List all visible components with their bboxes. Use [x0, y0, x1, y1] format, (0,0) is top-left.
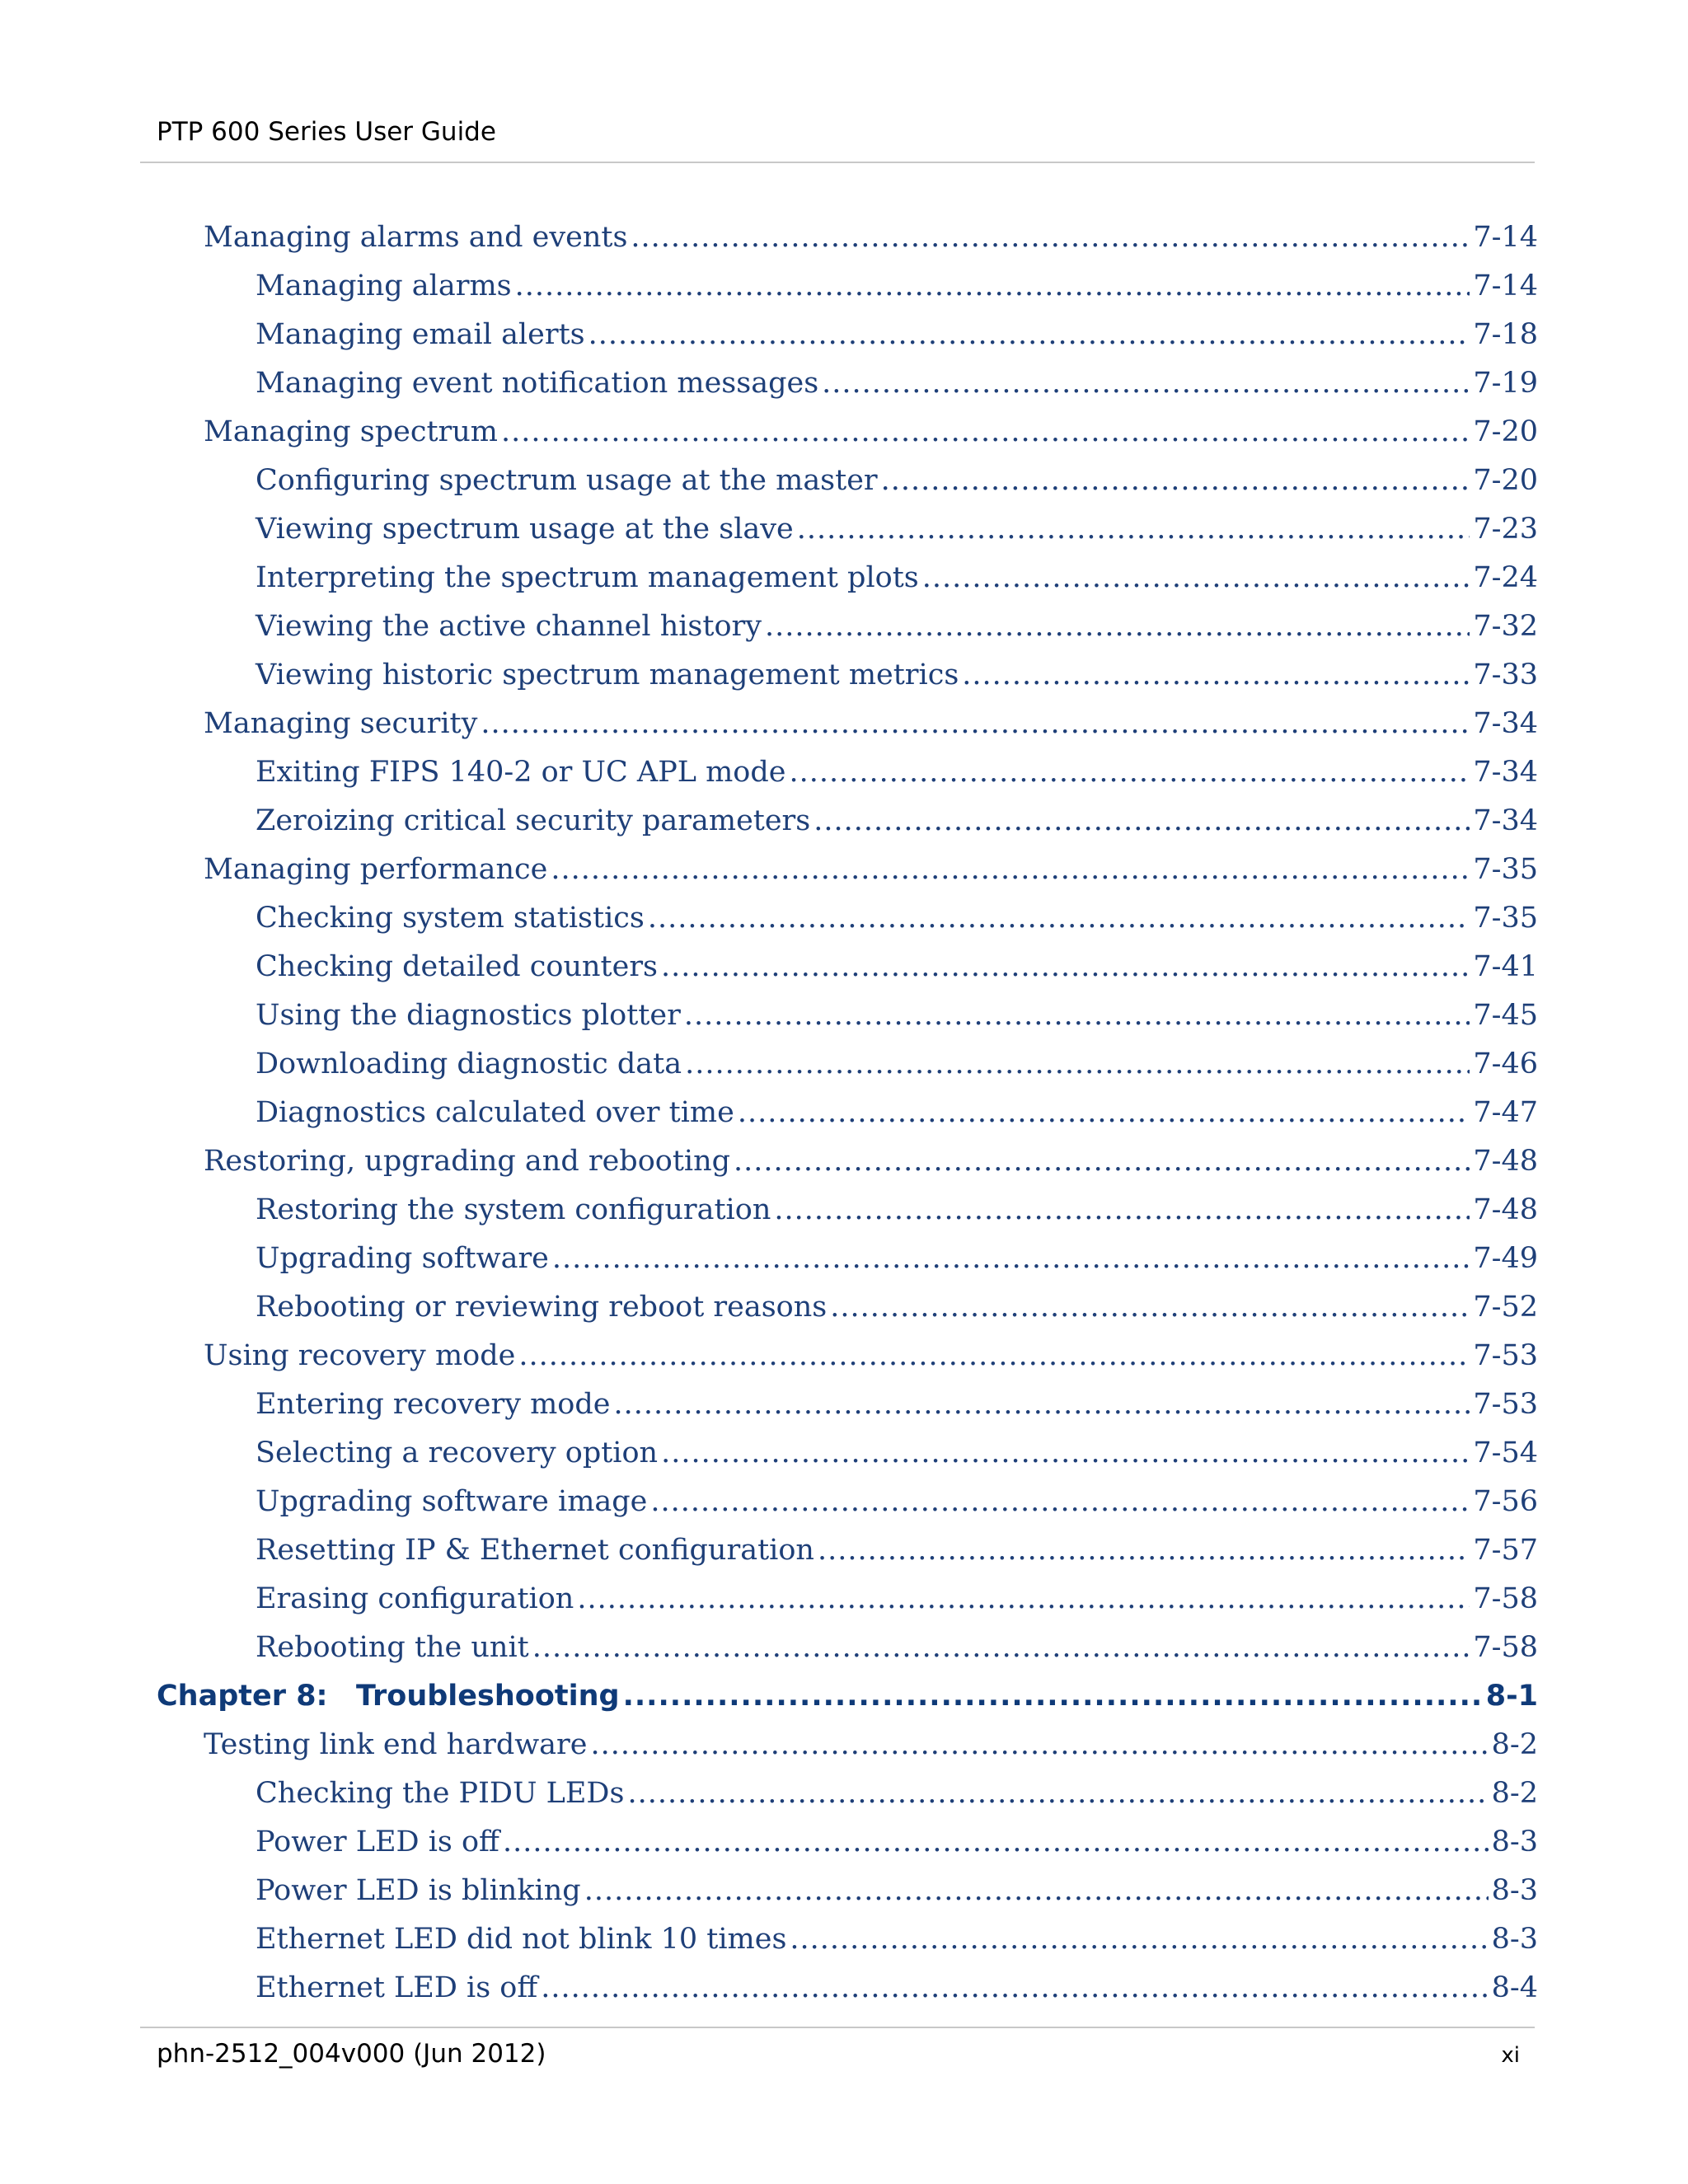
- toc-dot-leader: [551, 853, 1470, 886]
- toc-dot-leader: [532, 1631, 1470, 1664]
- toc-dot-leader: [685, 1047, 1470, 1080]
- toc-entry-title: Restoring the system configuration: [256, 1193, 771, 1226]
- toc-row: [0, 1477, 1688, 1526]
- toc-row: [0, 1380, 1688, 1428]
- toc-chapter-number: Chapter 8:: [157, 1679, 328, 1713]
- toc-dot-leader: [648, 902, 1470, 935]
- toc-entry-title: Managing security: [204, 706, 478, 740]
- toc-entry-title: Viewing the active channel history: [256, 609, 762, 643]
- toc-page-number: 7-14: [1473, 220, 1538, 254]
- toc-row: [0, 1088, 1688, 1137]
- toc-entry-title: Rebooting or reviewing reboot reasons: [256, 1290, 828, 1324]
- toc-entry-title: Diagnostics calculated over time: [256, 1095, 734, 1129]
- toc-row: [0, 1282, 1688, 1331]
- toc-page-number: 7-35: [1473, 852, 1538, 886]
- toc-dot-leader: [830, 1291, 1470, 1324]
- toc-page-number: 7-14: [1473, 269, 1538, 302]
- toc-dot-leader: [790, 756, 1470, 789]
- toc-row: [0, 893, 1688, 942]
- toc-row: [0, 1574, 1688, 1623]
- toc-entry-link[interactable]: [256, 942, 1538, 991]
- toc-dot-leader: [650, 1485, 1470, 1518]
- toc-row: [0, 1963, 1688, 2012]
- toc-row: [0, 991, 1688, 1039]
- toc-entry-title: Upgrading software: [256, 1241, 549, 1275]
- toc-dot-leader: [822, 367, 1470, 400]
- toc-page-number: 7-35: [1473, 901, 1538, 935]
- toc-entry-title: Viewing spectrum usage at the slave: [256, 512, 794, 546]
- toc-page-number: 7-23: [1473, 512, 1538, 546]
- toc-page-number: 8-4: [1491, 1971, 1538, 2004]
- toc-row: [0, 1915, 1688, 1963]
- toc-entry-link[interactable]: [256, 1915, 1538, 1963]
- toc-dot-leader: [765, 610, 1470, 643]
- toc-dot-leader: [881, 464, 1470, 497]
- toc-entry-link[interactable]: [204, 1137, 1538, 1185]
- toc-page-number: 8-2: [1491, 1727, 1538, 1761]
- toc-row: [0, 1769, 1688, 1817]
- toc-entry-title: Ethernet LED did not blink 10 times: [256, 1922, 787, 1956]
- toc-entry-link[interactable]: [256, 748, 1538, 796]
- toc-page-number: 7-48: [1473, 1193, 1538, 1226]
- toc-page-number: 7-56: [1473, 1484, 1538, 1518]
- toc-dot-leader: [503, 1825, 1489, 1858]
- toc-entry-link[interactable]: [256, 1526, 1538, 1574]
- toc-row: [0, 1428, 1688, 1477]
- toc-entry-title: Erasing configuration: [256, 1582, 574, 1615]
- toc-chapter-entry[interactable]: [157, 1671, 1538, 1720]
- toc-page-number: 7-58: [1473, 1630, 1538, 1664]
- toc-entry-title: Interpreting the spectrum management plots: [256, 560, 919, 594]
- toc-dot-leader: [613, 1388, 1470, 1421]
- toc-dot-leader: [922, 561, 1470, 594]
- toc-page-number: 7-20: [1473, 463, 1538, 497]
- toc-page-number: 7-19: [1473, 366, 1538, 400]
- toc-dot-leader: [962, 658, 1470, 691]
- toc-row: [0, 504, 1688, 553]
- toc-entry-link[interactable]: [256, 504, 1538, 553]
- toc-entry-link[interactable]: [256, 796, 1538, 845]
- toc-page-number: 7-32: [1473, 609, 1538, 643]
- toc-row: [0, 748, 1688, 796]
- toc-row: [0, 845, 1688, 893]
- toc-row: [0, 1185, 1688, 1234]
- toc-row: [0, 359, 1688, 407]
- toc-entry-title: Selecting a recovery option: [256, 1436, 659, 1469]
- toc-dot-leader: [515, 269, 1470, 302]
- toc-entry-title: Configuring spectrum usage at the master: [256, 463, 878, 497]
- toc-dot-leader: [790, 1923, 1488, 1956]
- toc-page-number: 7-53: [1473, 1387, 1538, 1421]
- toc-page-number: 7-54: [1473, 1436, 1538, 1469]
- toc-dot-leader: [774, 1193, 1470, 1226]
- toc-dot-leader: [814, 804, 1470, 837]
- toc-page-number: 7-18: [1473, 317, 1538, 351]
- toc-row: [0, 1817, 1688, 1866]
- toc-dot-leader: [588, 318, 1470, 351]
- toc-dot-leader: [541, 1971, 1488, 2004]
- toc-row: [0, 1720, 1688, 1769]
- toc-entry-link[interactable]: [256, 1817, 1538, 1866]
- toc-dot-leader: [797, 513, 1470, 546]
- toc-row: [0, 1331, 1688, 1380]
- toc-dot-leader: [577, 1582, 1470, 1615]
- toc-page-number: 7-24: [1473, 560, 1538, 594]
- toc-page-number: 8-1: [1485, 1679, 1538, 1713]
- toc-entry-title: Power LED is off: [256, 1825, 499, 1858]
- toc-entry-link[interactable]: [256, 261, 1538, 310]
- toc-entry-title: Testing link end hardware: [204, 1727, 588, 1761]
- table-of-contents: [0, 213, 1688, 2012]
- toc-dot-leader: [684, 999, 1470, 1032]
- toc-row: [0, 1526, 1688, 1574]
- toc-entry-title: Using recovery mode: [204, 1338, 516, 1372]
- toc-entry-title: Ethernet LED is off: [256, 1971, 538, 2004]
- toc-entry-title: Exiting FIPS 140-2 or UC APL mode: [256, 755, 786, 789]
- toc-entry-title: Using the diagnostics plotter: [256, 998, 681, 1032]
- toc-entry-link[interactable]: [256, 1282, 1538, 1331]
- toc-row: [0, 650, 1688, 699]
- toc-page-number: 7-47: [1473, 1095, 1538, 1129]
- toc-page-number: 7-57: [1473, 1533, 1538, 1567]
- toc-page-number: 7-34: [1473, 706, 1538, 740]
- toc-page-number: 8-3: [1491, 1873, 1538, 1907]
- toc-entry-link[interactable]: [256, 991, 1538, 1039]
- toc-entry-link[interactable]: [256, 1623, 1538, 1671]
- toc-entry-title: Checking detailed counters: [256, 949, 659, 983]
- toc-page-number: 7-33: [1473, 658, 1538, 691]
- toc-row: [0, 213, 1688, 261]
- toc-dot-leader: [584, 1874, 1489, 1907]
- toc-entry-title: Upgrading software image: [256, 1484, 648, 1518]
- toc-row: [0, 456, 1688, 504]
- toc-entry-title: Downloading diagnostic data: [256, 1047, 682, 1080]
- toc-page-number: 7-46: [1473, 1047, 1538, 1080]
- toc-entry-title: Managing alarms and events: [204, 220, 628, 254]
- toc-entry-link[interactable]: [256, 359, 1538, 407]
- toc-entry-link[interactable]: [256, 1380, 1538, 1428]
- page-header-title: PTP 600 Series User Guide: [157, 117, 496, 147]
- toc-row: [0, 1671, 1688, 1720]
- toc-chapter-title: Troubleshooting: [356, 1679, 620, 1713]
- toc-entry-title: Managing alarms: [256, 269, 512, 302]
- toc-entry-title: Checking system statistics: [256, 901, 645, 935]
- toc-dot-leader: [552, 1242, 1470, 1275]
- toc-entry-link[interactable]: [204, 213, 1538, 261]
- toc-row: [0, 796, 1688, 845]
- toc-page-number: 7-34: [1473, 755, 1538, 789]
- toc-entry-link[interactable]: [256, 1428, 1538, 1477]
- toc-entry-title: Viewing historic spectrum management metrics: [256, 658, 959, 691]
- toc-entry-title: Entering recovery mode: [256, 1387, 611, 1421]
- toc-entry-link[interactable]: [204, 1720, 1538, 1769]
- toc-row: [0, 407, 1688, 456]
- toc-row: [0, 1623, 1688, 1671]
- toc-page-number: 7-45: [1473, 998, 1538, 1032]
- toc-row: [0, 310, 1688, 359]
- toc-entry-title: Checking the PIDU LEDs: [256, 1776, 625, 1810]
- toc-dot-leader: [734, 1145, 1470, 1178]
- toc-row: [0, 1137, 1688, 1185]
- toc-page-number: 8-2: [1491, 1776, 1538, 1810]
- toc-page-number: 7-48: [1473, 1144, 1538, 1178]
- toc-dot-leader: [518, 1339, 1470, 1372]
- toc-entry-link[interactable]: [204, 407, 1538, 456]
- toc-entry-title: [157, 1680, 620, 1713]
- toc-dot-leader: [661, 1436, 1470, 1469]
- toc-entry-title: Managing spectrum: [204, 415, 498, 448]
- toc-entry-title: Managing performance: [204, 852, 548, 886]
- toc-entry-link[interactable]: [256, 650, 1538, 699]
- toc-entry-link[interactable]: [256, 553, 1538, 602]
- toc-dot-leader: [481, 707, 1470, 740]
- toc-entry-link[interactable]: [256, 310, 1538, 359]
- toc-entry-title: Zeroizing critical security parameters: [256, 804, 811, 837]
- toc-page-number: 8-3: [1491, 1825, 1538, 1858]
- toc-entry-title: Resetting IP & Ethernet configuration: [256, 1533, 814, 1567]
- toc-dot-leader: [661, 950, 1470, 983]
- toc-entry-link[interactable]: [204, 845, 1538, 893]
- toc-entry-link[interactable]: [256, 602, 1538, 650]
- toc-row: [0, 699, 1688, 748]
- toc-row: [0, 942, 1688, 991]
- toc-entry-title: Managing event notification messages: [256, 366, 819, 400]
- toc-dot-leader: [818, 1534, 1470, 1567]
- toc-dot-leader: [738, 1096, 1470, 1129]
- toc-entry-title: Restoring, upgrading and rebooting: [204, 1144, 731, 1178]
- toc-row: [0, 1866, 1688, 1915]
- toc-page-number: 7-20: [1473, 415, 1538, 448]
- toc-entry-link[interactable]: [256, 1769, 1538, 1817]
- toc-entry-title: Rebooting the unit: [256, 1630, 529, 1664]
- toc-entry-link[interactable]: [256, 1234, 1538, 1282]
- toc-entry-link[interactable]: [256, 1477, 1538, 1526]
- toc-row: [0, 1234, 1688, 1282]
- toc-page-number: 7-53: [1473, 1338, 1538, 1372]
- toc-row: [0, 261, 1688, 310]
- footer-doc-id: phn-2512_004v000 (Jun 2012): [157, 2039, 546, 2069]
- footer-divider: [140, 2027, 1535, 2028]
- toc-entry-link[interactable]: [256, 1963, 1538, 2012]
- toc-entry-link[interactable]: [204, 699, 1538, 748]
- toc-entry-link[interactable]: [256, 893, 1538, 942]
- toc-row: [0, 553, 1688, 602]
- toc-dot-leader: [631, 221, 1470, 254]
- toc-entry-title: Managing email alerts: [256, 317, 585, 351]
- toc-entry-title: Power LED is blinking: [256, 1873, 581, 1907]
- toc-entry-link[interactable]: [256, 1574, 1538, 1623]
- toc-page-number: 7-34: [1473, 804, 1538, 837]
- toc-page-number: 7-49: [1473, 1241, 1538, 1275]
- toc-row: [0, 1039, 1688, 1088]
- toc-dot-leader: [501, 415, 1470, 448]
- toc-page-number: 7-52: [1473, 1290, 1538, 1324]
- toc-page-number: 7-41: [1473, 949, 1538, 983]
- toc-entry-link[interactable]: [256, 1866, 1538, 1915]
- toc-dot-leader: [627, 1777, 1488, 1810]
- toc-page-number: 8-3: [1491, 1922, 1538, 1956]
- toc-page-number: 7-58: [1473, 1582, 1538, 1615]
- toc-entry-link[interactable]: [256, 1039, 1538, 1088]
- toc-dot-leader: [591, 1728, 1489, 1761]
- footer-page-number: xi: [1501, 2043, 1520, 2068]
- toc-entry-link[interactable]: [256, 456, 1538, 504]
- toc-dot-leader: [623, 1680, 1483, 1713]
- toc-entry-link[interactable]: [256, 1185, 1538, 1234]
- toc-entry-link[interactable]: [204, 1331, 1538, 1380]
- header-divider: [140, 162, 1535, 163]
- toc-row: [0, 602, 1688, 650]
- toc-entry-link[interactable]: [256, 1088, 1538, 1137]
